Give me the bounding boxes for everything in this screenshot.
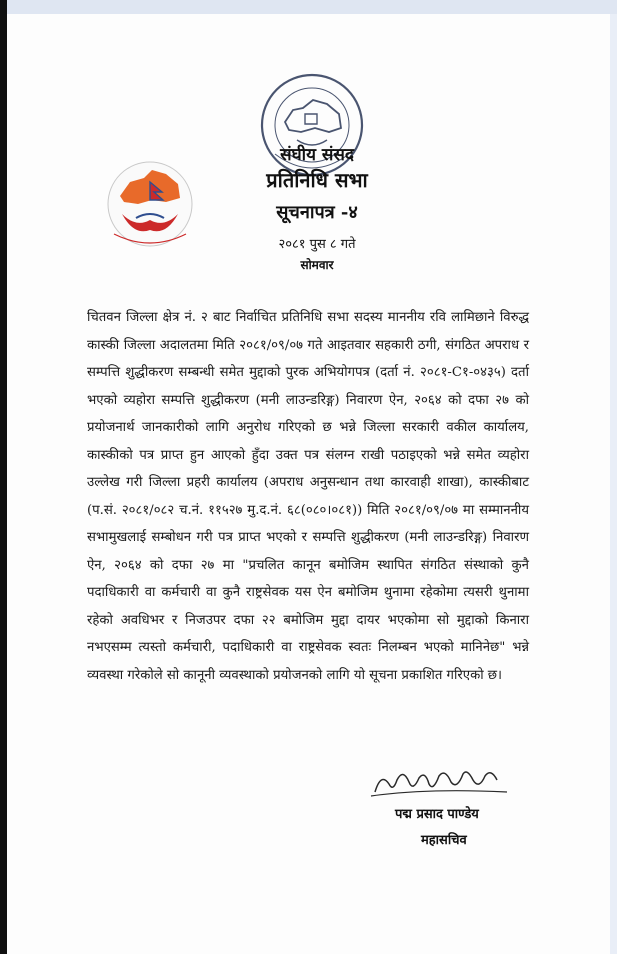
- notice-day: सोमवार: [300, 258, 334, 272]
- notice-body: चितवन जिल्ला क्षेत्र नं. २ बाट निर्वाचित प्रतिनिधि सभा सदस्य माननीय रवि लामिछाने विरुद्ध कास्की जिल्ला अदालतमा मिति २०८१/०९/०७ गते आइतवार सहकारी ठगी, संगठित अपराध र सम्पत्ति शुद्धीकरण सम्बन्धी समेत मुद्दाको पुरक अभियोगपत्र (दर्ता नं. २०८१-C१-०४३५) दर्ता भएको व्यहोरा सम्पत्ति शुद्धीकरण (मनी लाउन्डरिङ्ग) निवारण ऐन, २०६४ को दफा २७ को प्रयोजनार्थ जानकारीको लागि अनुरोध गरिएको छ भन्ने जिल्ला सरकारी वकील कार्यालय, कास्कीको पत्र प्राप्त हुन आएको हुँदा उक्त पत्र संलग्न राखी पठाइएको भन्ने समेत व्यहोरा उल्लेख गरी जिल्ला प्रहरी कार्यालय (अपराध अनुसन्धान तथा कारवाही शाखा), कास्कीबाट (प.सं. २०८१/०८२ च.नं. ११५२७ मु.द.नं. ६८(०८०।०८१)) मिति २०८१/०९/०७ मा सम्माननीय सभामुखलाई सम्बोधन गरी पत्र प्राप्त भएको र सम्पत्ति शुद्धीकरण (मनी लाउन्डरिङ्ग) निवारण ऐन, २०६४ को दफा २७ मा "प्रचलित कानून बमोजिम स्थापित संगठित संस्थाको कुनै पदाधिकारी वा कर्मचारी वा कुनै राष्ट्रसेवक यस ऐन बमोजिम थुनामा रहेकोमा त्यसरी थुनामा रहेको अवधिभर र निजउपर दफा २२ बमोजिम मुद्दा दायर भएकोमा सो मुद्दाको किनारा नभएसम्म त्यस्तो कर्मचारी, पदाधिकारी वा राष्ट्रसेवक स्वतः निलम्बन भएको मानिनेछ" भन्ने व्यवस्था गरेकोले सो कानूनी व्यवस्थाको प्रयोजनको लागि यो सूचना प्रकाशित गरिएको छ।: [87, 310, 529, 683]
- document-page: [7, 14, 610, 954]
- top-strip: [7, 0, 617, 14]
- signatory-role: महासचिव: [421, 833, 467, 848]
- notice-date: २०८१ पुस ८ गते: [278, 237, 356, 252]
- left-edge-bar: [0, 0, 7, 954]
- notice-title: सूचनापत्र -४: [276, 202, 358, 223]
- signatory-name: पद्म प्रसाद पाण्डेय: [395, 807, 479, 822]
- house-name: प्रतिनिधि सभा: [266, 168, 368, 192]
- handwritten-signature: [367, 762, 517, 802]
- organization-name: संघीय संसद: [280, 145, 354, 165]
